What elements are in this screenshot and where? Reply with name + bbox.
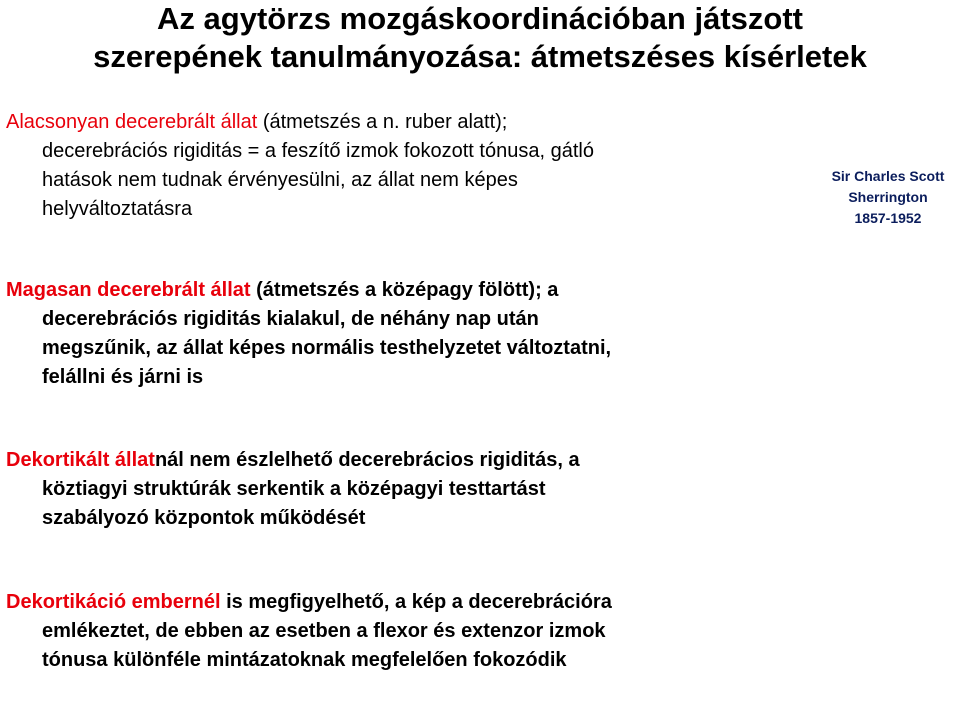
highlight-decorticate-animal: Dekortikált állat [6, 449, 155, 471]
highlight-decortication-human: Dekortikáció embernél [6, 591, 221, 613]
caption-name-line-1: Sir Charles Scott [831, 168, 945, 184]
highlight-high-decerebrate: Magasan decerebrált állat [6, 279, 251, 301]
text-decortication-human: is megfigyelhető, a kép a decerebrációra emlékeztet, de ebben az esetben a flexor és extenzor izmok tónusa különféle mintázatoknak megfelelően fokozódik [42, 591, 612, 671]
paragraph-high-decerebrate [6, 276, 622, 392]
slide-title [0, 0, 960, 76]
slide-title-line-2: szerepének tanulmányozása: átmetszéses kísérletek [93, 39, 867, 74]
slide-title-line-1: Az agytörzs mozgáskoordinációban játszott [157, 1, 803, 36]
paragraph-decortication-human [6, 588, 622, 675]
paragraph-low-decerebrate [6, 108, 602, 224]
text-low-decerebrate: (átmetszés a n. ruber alatt); decerebrációs rigiditás = a feszítő izmok fokozott tónusa, gátló hatások nem tudnak érvényesülni, az állat nem képes helyváltoztatásra [42, 111, 594, 220]
text-high-decerebrate: (átmetszés a középagy fölött); a decerebrációs rigiditás kialakul, de néhány nap után megszűnik, az állat képes normális testhelyzetet változtatni, felállni és járni is [42, 279, 612, 388]
caption-name-line-2: Sherrington [848, 189, 928, 205]
highlight-low-decerebrate: Alacsonyan decerebrált állat [6, 111, 258, 133]
portrait-caption [800, 166, 960, 229]
caption-years: 1857-1952 [854, 210, 922, 226]
paragraph-decorticate-animal [6, 446, 622, 533]
text-decorticate-animal: nál nem észlelhető decerebrácios rigiditás, a köztiagyi struktúrák serkentik a középagyi testtartást szabályozó központok működését [42, 449, 580, 529]
